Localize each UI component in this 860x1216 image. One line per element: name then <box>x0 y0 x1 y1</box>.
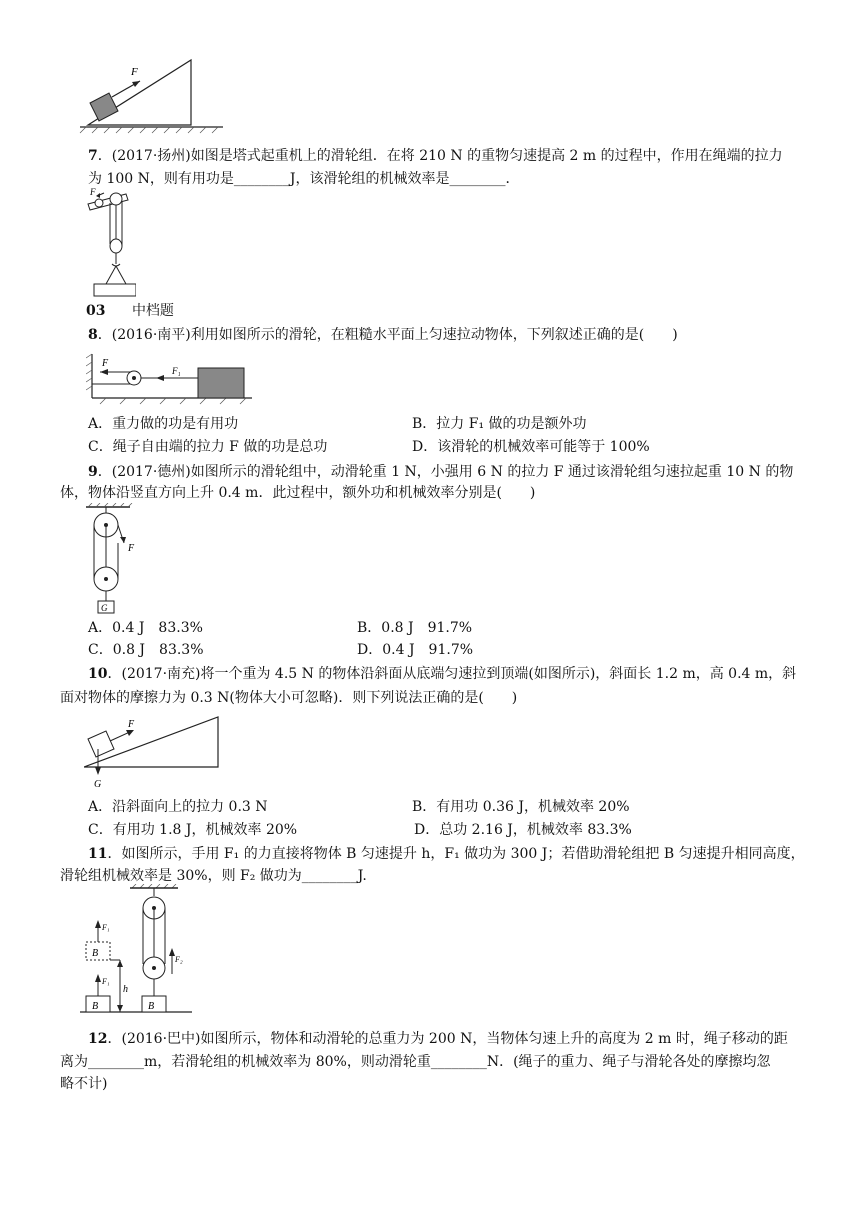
force-label-F: F <box>131 66 138 78</box>
incline-figure-q10 <box>84 709 224 791</box>
q7-number: 7 <box>88 148 98 164</box>
q12-line-3: 略不计) <box>60 1076 108 1092</box>
q10-weight-G: G <box>94 779 102 790</box>
q10-line-1: 10．(2017·南充)将一个重为 4.5 N 的物体沿斜面从底端匀速拉到顶端(如图所示)，斜面长 1.2 m，高 0.4 m，斜 <box>88 666 797 682</box>
q9-line-2: 体，物体沿竖直方向上升 0.4 m．此过程中，额外功和机械效率分别是( ) <box>60 485 536 501</box>
q11-box-ground-label: B <box>92 1001 99 1012</box>
q8-force-F: F <box>102 358 109 369</box>
q8-option-c: C．绳子自由端的拉力 F 做的功是总功 <box>88 439 328 455</box>
q10-option-b: B．有用功 0.36 J，机械效率 20% <box>412 799 630 815</box>
q12-number: 12 <box>88 1031 108 1047</box>
q12-line-2: 离为________m，若滑轮组的机械效率为 80%，则动滑轮重________N．(绳子的重力、绳子与滑轮各处的摩擦均忽 <box>60 1054 771 1070</box>
q10-option-d: D．总功 2.16 J，机械效率 83.3% <box>414 822 632 838</box>
q9-option-d: D．0.4 J 91.7% <box>357 642 474 658</box>
incline-figure-top <box>78 55 228 135</box>
section-header <box>86 302 174 320</box>
q10-option-c: C．有用功 1.8 J，机械效率 20% <box>88 822 298 838</box>
crane-pulley-figure <box>86 186 136 298</box>
q8-line-1: 8．(2016·南平)利用如图所示的滑轮，在粗糙水平面上匀速拉动物体，下列叙述正确的是( ) <box>88 327 678 343</box>
q9-number: 9 <box>88 464 98 480</box>
q9-line-1: 9．(2017·德州)如图所示的滑轮组中，动滑轮重 1 N，小强用 6 N 的拉力 F 通过该滑轮组匀速拉起重 10 N 的物 <box>88 464 794 480</box>
section-number: 03 <box>86 303 106 319</box>
q9-option-b: B．0.8 J 91.7% <box>357 620 473 636</box>
q11-box-raised-label: B <box>92 948 99 959</box>
q7-force-label: F <box>90 187 96 197</box>
q9-option-c: C．0.8 J 83.3% <box>88 642 204 658</box>
q10-line-2: 面对物体的摩擦力为 0.3 N(物体大小可忽略)．则下列说法正确的是( ) <box>60 690 518 706</box>
q9-option-a: A．0.4 J 83.3% <box>88 620 203 636</box>
q8-option-b: B．拉力 F₁ 做的功是额外功 <box>412 416 587 432</box>
q10-number: 10 <box>88 666 108 682</box>
q8-option-a: A．重力做的功是有用功 <box>88 416 239 432</box>
pulley-block-figure <box>84 503 144 615</box>
q11-box-pulley-label: B <box>148 1001 155 1012</box>
q11-height-h: h <box>123 984 128 995</box>
q9-force-F: F <box>128 543 135 554</box>
q11-line-1: 11．如图所示，手用 F₁ 的力直接将物体 B 匀速提升 h，F₁ 做功为 300 J；若借助滑轮组把 B 匀速提升相同高度， <box>88 846 805 862</box>
q11-force-F1-raised: F₁ <box>102 923 110 932</box>
section-title: 中档题 <box>131 303 174 319</box>
q11-force-F1-ground: F₁ <box>102 977 110 986</box>
q8-number: 8 <box>88 327 98 343</box>
q12-line-1: 12．(2016·巴中)如图所示，物体和动滑轮的总重力为 200 N，当物体匀速上升的高度为 2 m 时，绳子移动的距 <box>88 1031 788 1047</box>
lifting-comparison-figure <box>80 884 192 1014</box>
q11-line-2: 滑轮组机械效率是 30%，则 F₂ 做功为________J. <box>60 868 367 884</box>
q11-force-F2: F₂ <box>175 955 183 964</box>
q9-weight-G: G <box>101 603 108 613</box>
q10-option-a: A．沿斜面向上的拉力 0.3 N <box>88 799 268 815</box>
horizontal-pulley-figure <box>86 350 252 405</box>
q11-number: 11 <box>88 846 108 862</box>
q7-line-2: 为 100 N，则有用功是________J，该滑轮组的机械效率是________． <box>88 171 520 187</box>
q8-option-d: D．该滑轮的机械效率可能等于 100% <box>412 439 650 455</box>
q10-force-F: F <box>128 719 135 730</box>
q8-force-F1: F₁ <box>172 366 181 376</box>
q7-line-1: 7．(2017·扬州)如图是塔式起重机上的滑轮组．在将 210 N 的重物匀速提高 2 m 的过程中，作用在绳端的拉力 <box>88 148 783 164</box>
